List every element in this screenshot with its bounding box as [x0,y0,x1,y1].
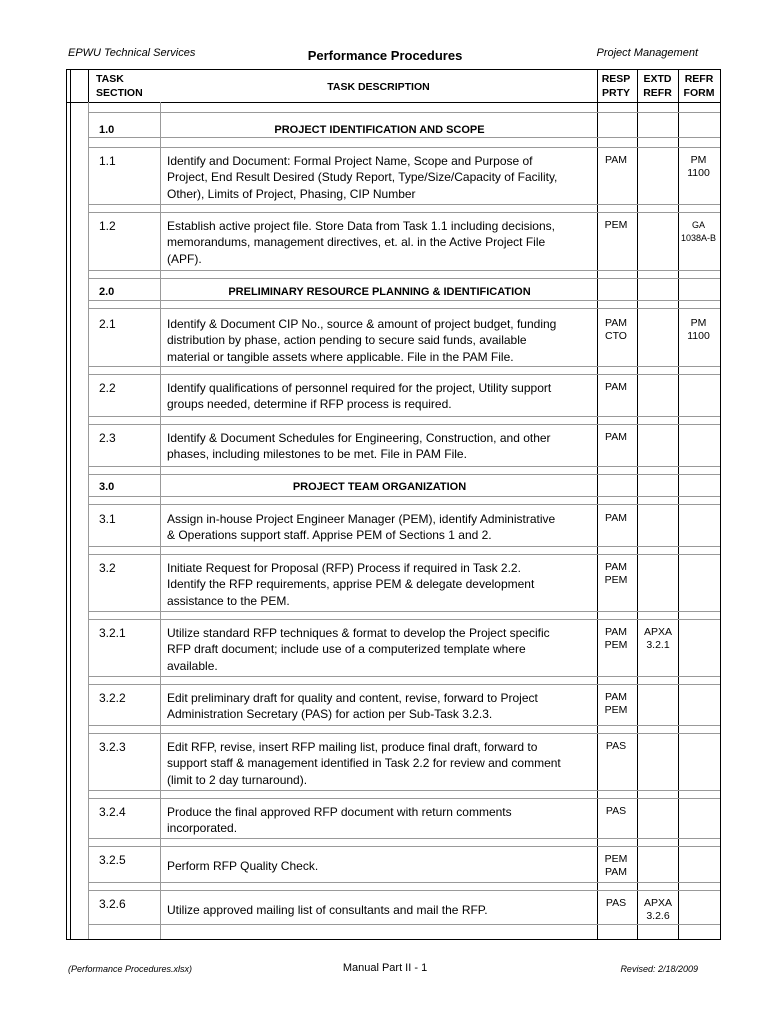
task-description-line: Perform RFP Quality Check. [167,859,319,873]
task-description-line: & Operations support staff. Apprise PEM of Sections 1 and 2. [167,528,492,543]
extended-reference [639,897,677,923]
task-description [167,380,595,413]
header-column-divider [637,69,638,103]
task-description-line: Project, End Result Desired (Study Report, Type/Size/Capacity of Facility, [167,170,558,185]
th-extd-line1: EXTD [643,73,672,85]
row-separator [88,890,720,891]
task-description-line: Identify & Document CIP No., source & amount of project budget, funding [167,317,557,331]
task-description [167,511,595,544]
column-divider [637,102,638,939]
responsible-party-line: PAM [605,512,627,524]
task-section-number: 1.0 [99,124,115,136]
row-separator [88,366,720,367]
footer-page-number: Manual Part II - 1 [342,962,428,974]
responsible-party-line: PAM [605,431,627,443]
extended-reference [639,626,677,652]
task-description-line: assistance to the PEM. [167,593,290,608]
reference-form [678,317,719,343]
reference-form-line: GA [691,220,705,230]
row-separator [88,212,720,213]
row-separator [88,374,720,375]
row-separator [88,619,720,620]
task-description [167,316,595,365]
responsible-party [597,561,635,587]
row-separator [88,278,720,279]
row-separator [88,676,720,677]
row-separator [88,725,720,726]
task-section-number: 3.2.3 [99,740,126,754]
responsible-party [597,317,635,343]
row-separator [88,466,720,467]
responsible-party-line: PAM [605,866,627,878]
extended-reference-line: 3.2.1 [646,639,670,651]
responsible-party [597,219,635,232]
task-description [167,804,595,837]
responsible-party [597,853,635,879]
row-separator [88,496,720,497]
header-column-divider [66,69,67,103]
responsible-party [597,154,635,167]
task-section-number: 3.2.4 [99,805,126,819]
th-refr-line1: REFR [684,73,714,85]
responsible-party-line: PEM [604,704,628,716]
reference-form [678,154,719,180]
column-divider [160,102,161,939]
row-separator [88,924,720,925]
responsible-party-line: PAM [605,154,627,166]
task-description-line: Identify and Document: Formal Project Name, Scope and Purpose of [167,154,533,168]
task-section-number: 2.2 [99,381,116,395]
row-separator [88,838,720,839]
section-title: PRELIMINARY RESOURCE PLANNING & IDENTIFICATION [228,286,531,298]
row-separator [88,270,720,271]
task-description-line: distribution by phase, action pending to secure said funds, available [167,333,527,348]
extended-reference-line: APXA [643,626,672,638]
row-separator [88,611,720,612]
task-section-number: 1.2 [99,219,116,233]
task-description-line: Initiate Request for Proposal (RFP) Process if required in Task 2.2. [167,561,521,575]
th-task-section-line1: TASK [96,73,124,85]
responsible-party [597,740,635,753]
reference-form [678,219,719,245]
row-separator [88,798,720,799]
row-separator [88,416,720,417]
th-task-description: TASK DESCRIPTION [327,81,430,93]
task-description-line: Utilize standard RFP techniques & format to develop the Project specific [167,626,550,640]
table-bottom-border [66,939,721,940]
row-separator [88,554,720,555]
th-task-section-line2: SECTION [96,87,143,99]
task-section-number: 3.2.5 [99,853,126,867]
task-description [167,690,595,723]
task-description [167,430,595,463]
task-description-line: Edit RFP, revise, insert RFP mailing list, produce final draft, forward to [167,740,538,754]
page-title: Performance Procedures [307,48,463,63]
reference-form-line: 1100 [687,167,710,179]
th-resp-line1: RESP [601,73,631,85]
task-description [167,560,595,609]
responsible-party [597,512,635,525]
th-refr-line2: FORM [683,87,715,99]
task-section-number: 3.2.2 [99,691,126,705]
responsible-party [597,381,635,394]
responsible-party [597,897,635,910]
header-column-divider [720,69,721,103]
row-separator [88,474,720,475]
task-description-line: Identify the RFP requirements, apprise PEM & delegate development [167,577,535,592]
responsible-party-line: PAM [605,317,627,329]
reference-form-line: PM [690,317,707,329]
task-description [167,739,595,788]
responsible-party [597,805,635,818]
responsible-party-line: PAM [605,381,627,393]
task-description [167,218,595,267]
responsible-party-line: PEM [604,574,628,586]
row-separator [88,790,720,791]
task-description [167,625,595,674]
reference-form-line: PM [690,154,707,166]
task-description-line: Utilize approved mailing list of consultants and mail the RFP. [167,903,488,917]
task-section-number: 3.2.6 [99,897,126,911]
task-description-line: support staff & management identified in Task 2.2 for review and comment [167,756,561,771]
task-description [167,858,595,874]
header-column-divider [597,69,598,103]
column-divider [88,102,89,939]
task-description-line: Identify & Document Schedules for Engineering, Construction, and other [167,431,551,445]
task-description-line: available. [167,658,218,673]
row-separator [88,147,720,148]
task-description-line: RFP draft document; include use of a computerized template where [167,642,526,657]
row-separator [88,424,720,425]
row-separator [88,733,720,734]
th-refr [679,72,719,100]
section-title: PROJECT TEAM ORGANIZATION [292,481,467,493]
th-resp-line2: PRTY [601,87,630,99]
th-task-section [88,72,168,100]
task-description [167,153,595,202]
row-separator [88,846,720,847]
task-description-line: (APF). [167,251,202,266]
extended-reference-line: APXA [643,897,672,909]
responsible-party-line: PAS [605,805,627,817]
task-section-number: 3.2 [99,561,116,575]
column-divider [720,102,721,939]
responsible-party-line: PAS [605,897,627,909]
responsible-party [597,431,635,444]
responsible-party-line: PEM [604,639,628,651]
task-section-number: 2.1 [99,317,116,331]
th-extd [638,72,677,100]
responsible-party [597,691,635,717]
task-description-line: Other), Limits of Project, Phasing, CIP Number [167,186,416,201]
task-section-number: 3.1 [99,512,116,526]
responsible-party-line: PAS [605,740,627,752]
task-description-line: Edit preliminary draft for quality and content, revise, forward to Project [167,691,538,705]
row-separator [88,112,720,113]
task-description-line: memorandums, management directives, et. al. in the Active Project File [167,235,546,250]
th-extd-line2: REFR [643,87,672,99]
task-section-number: 2.3 [99,431,116,445]
header-column-divider [70,69,71,103]
responsible-party-line: PEM [604,219,628,231]
responsible-party-line: CTO [605,330,627,342]
task-description [167,902,595,918]
task-description-line: groups needed, determine if RFP process is required. [167,397,452,412]
responsible-party [597,626,635,652]
task-section-number: 2.0 [99,286,115,298]
header-column-divider [88,69,89,103]
row-separator [88,308,720,309]
row-separator [88,684,720,685]
footer-filename: (Performance Procedures.xlsx) [68,964,193,974]
section-title: PROJECT IDENTIFICATION AND SCOPE [274,124,485,136]
task-description-line: (limit to 2 day turnaround). [167,772,308,787]
row-separator [88,546,720,547]
th-resp [597,72,635,100]
header-column-divider [678,69,679,103]
footer-revised-date: Revised: 2/18/2009 [620,964,698,974]
responsible-party-line: PEM [604,853,628,865]
row-separator [88,882,720,883]
header-right: Project Management [596,47,698,59]
task-description-line: material or tangible assets where applicable. File in the PAM File. [167,349,514,364]
task-section-number: 3.0 [99,481,115,493]
task-description-line: Establish active project file. Store Data from Task 1.1 including decisions, [167,219,555,233]
task-description-line: phases, including milestones to be met. File in PAM File. [167,447,467,462]
task-description-line: Produce the final approved RFP document with return comments [167,805,512,819]
task-description-line: Administration Secretary (PAS) for action per Sub-Task 3.2.3. [167,707,493,722]
responsible-party-line: PAM [605,626,627,638]
row-separator [88,504,720,505]
header-bottom-border [66,102,721,103]
column-divider [66,102,67,939]
extended-reference-line: 3.2.6 [646,910,670,922]
task-description-line: Identify qualifications of personnel required for the project, Utility support [167,381,552,395]
responsible-party-line: PAM [605,561,627,573]
row-separator [88,204,720,205]
task-section-number: 3.2.1 [99,626,126,640]
reference-form-line: 1100 [687,330,710,342]
reference-form-line: 1038A-B [680,233,717,243]
column-divider [70,102,71,939]
header-top-border [66,69,721,70]
task-section-number: 1.1 [99,154,116,168]
task-description-line: incorporated. [167,821,238,836]
header-left: EPWU Technical Services [68,47,196,59]
task-description-line: Assign in-house Project Engineer Manager (PEM), identify Administrative [167,512,556,526]
responsible-party-line: PAM [605,691,627,703]
